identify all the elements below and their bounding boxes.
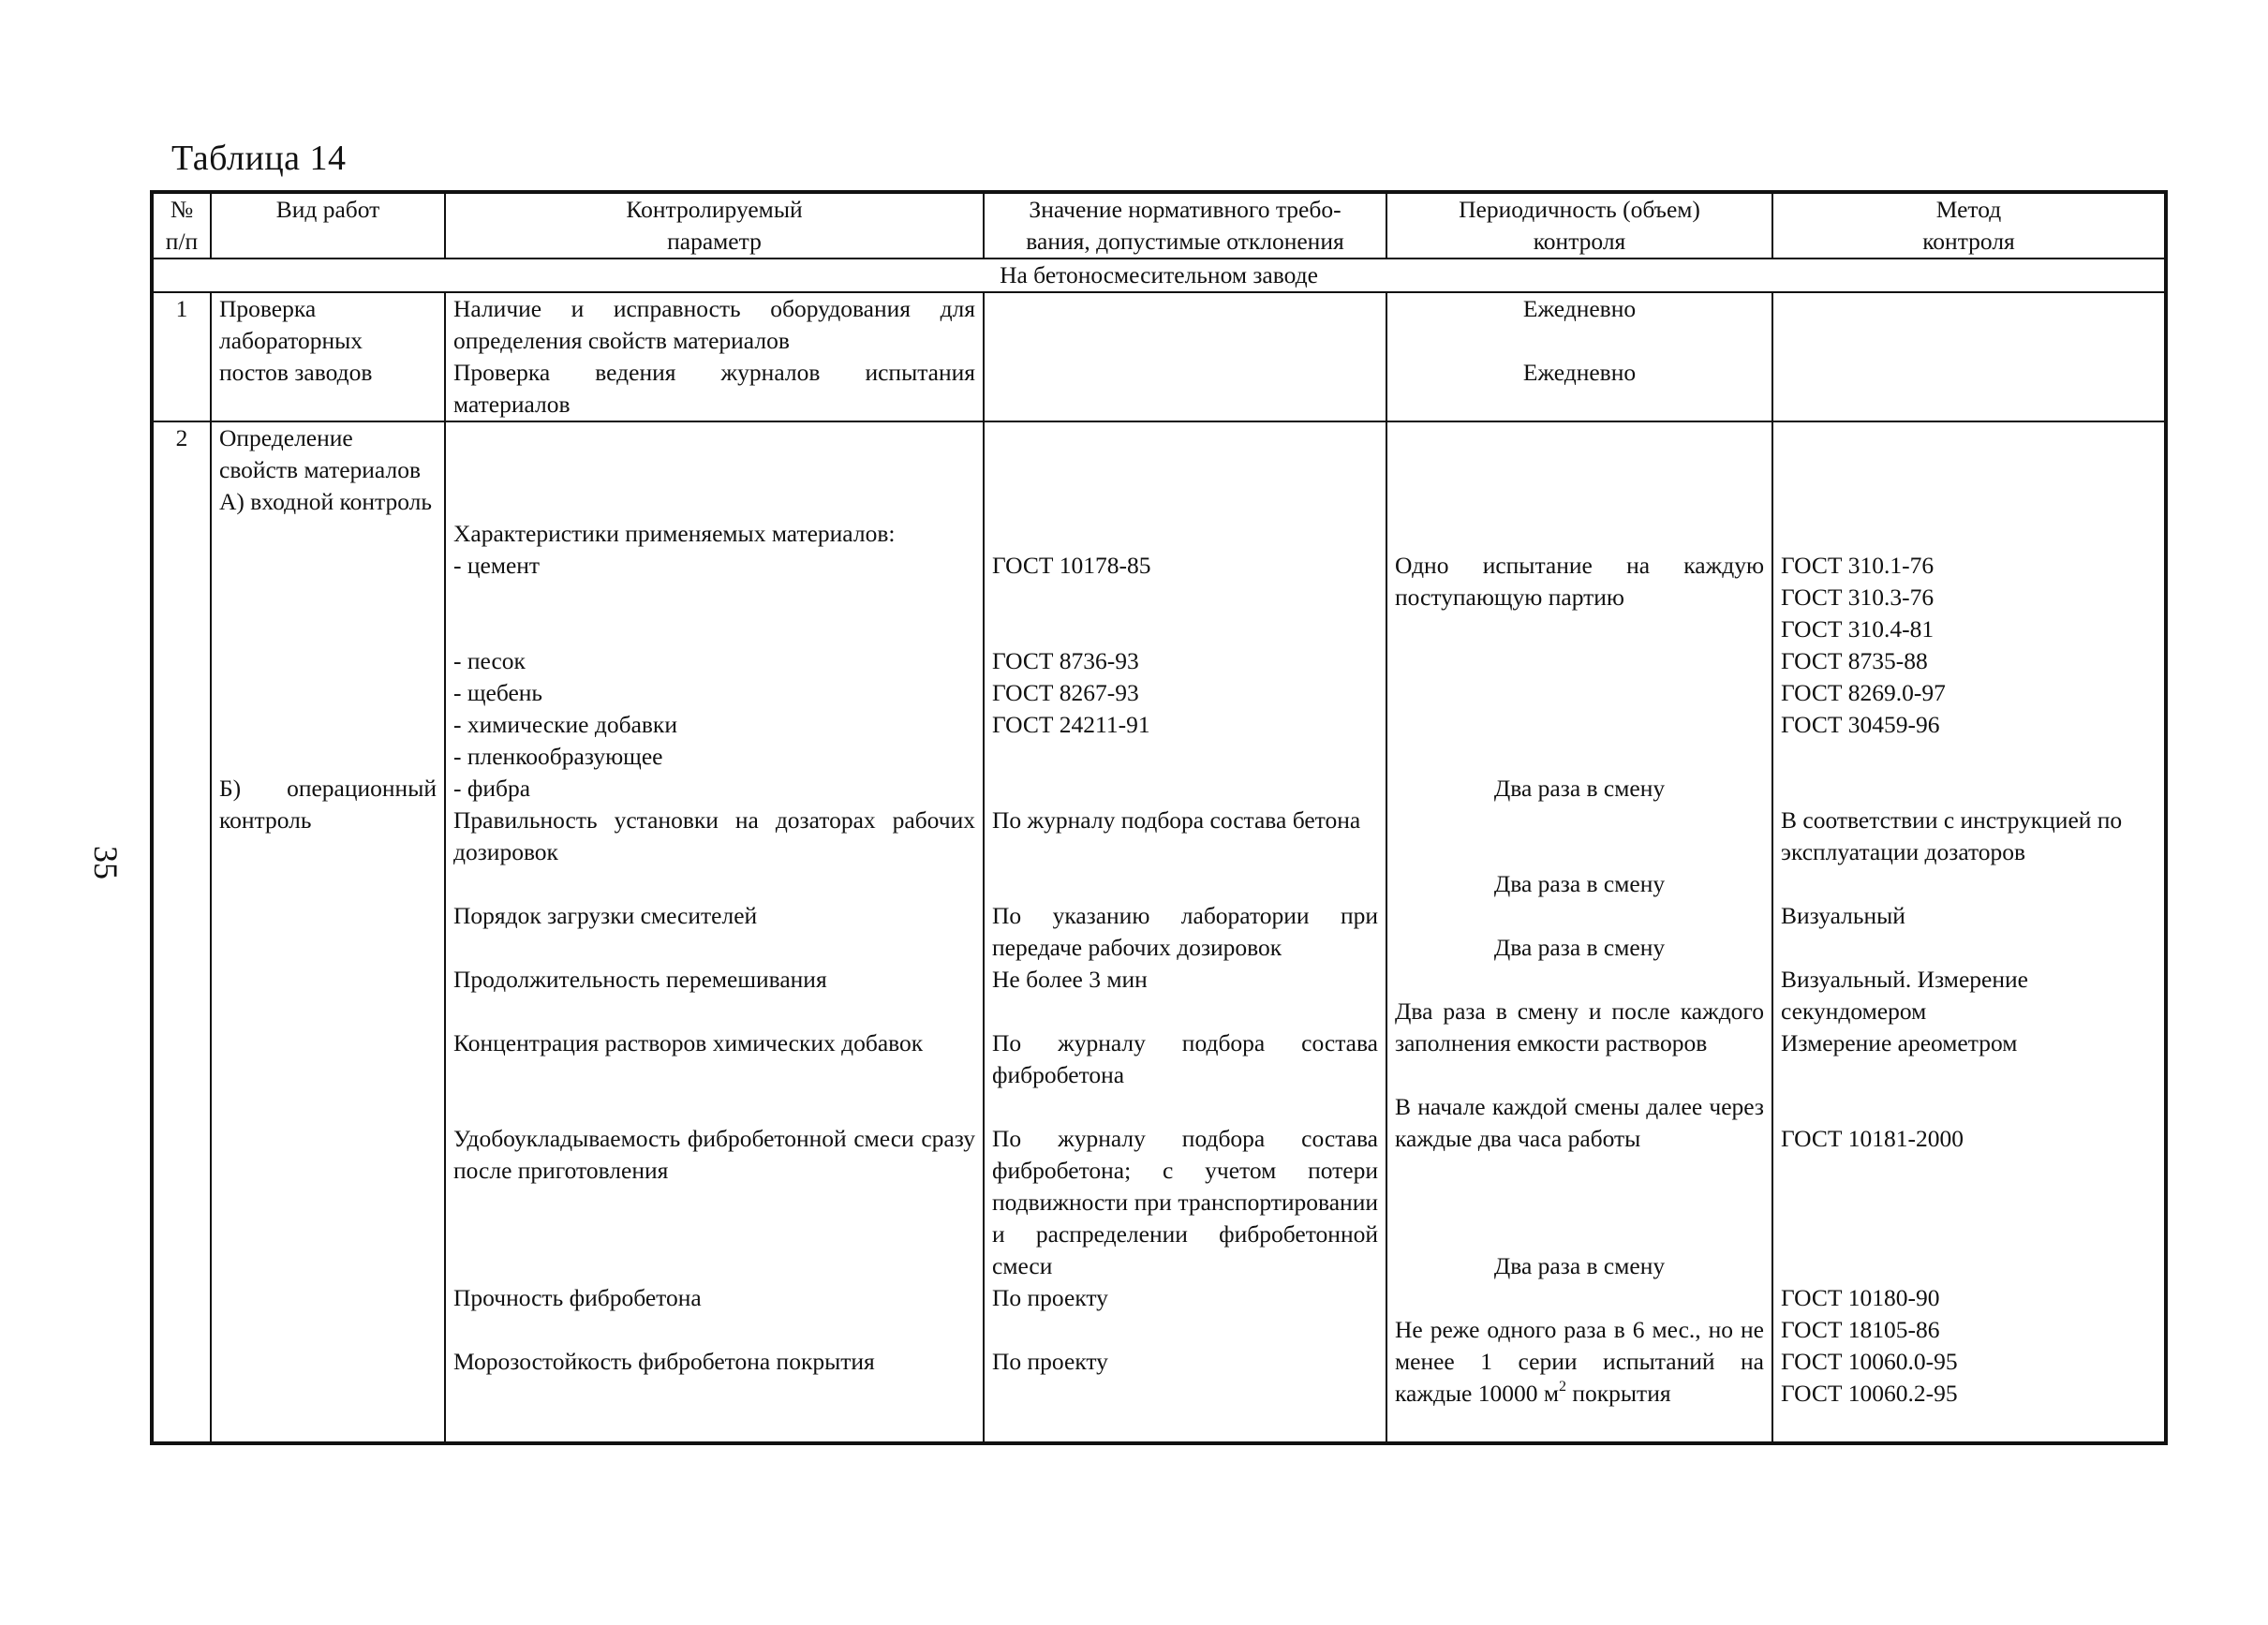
row-parameter: Наличие и исправность оборудования для определения свойств материалов Проверка ведения журналов испытания материалов [445, 292, 984, 421]
row-periodicity: Ежедневно Ежедневно [1386, 292, 1772, 421]
frost-period: Не реже одного раза в 6 мес., но не менее 1 серии испытаний на каждые 10000 $м^2$ покрытия [1395, 1316, 1764, 1407]
row-periodicity: Одно испытание на каждую поступающую партию Два раза в смену Два раза в смену Два раза в смену Два раза в смену и после каждого заполнения емкости растворов В начале каждой смены далее через каждые два часа работы Два раза в смену Не реже одного раза в 6 мес., но не менее 1 серии испытаний на каждые 10000 $м^2$ покрытия [1386, 421, 1772, 1443]
section-title: На бетоносмесительном заводе [152, 259, 2166, 292]
table-row [152, 292, 2166, 421]
header-norm: Значение нормативного требо- вания, допустимые отклонения [984, 192, 1386, 259]
row-work-type: Определение свойств материалов А) входной контроль Б) операционный контроль [211, 421, 445, 1443]
control-table [150, 190, 2168, 1445]
row-num: 1 [152, 292, 211, 421]
header-periodicity: Периодичность (объем) контроля [1386, 192, 1772, 259]
row-parameter: Характеристики применяемых материалов: - цемент - песок - щебень - химические добавки - пленкообразующее - фибра Правильность установки на дозаторах рабочих дозировок Порядок загрузки смесителей Продолжительность перемешивания Концентрация растворов химических добавок Удобоукладываемость фибробетонной смеси сразу после приготовления Прочность фибробетона Морозостойкость фибробетона покрытия [445, 421, 984, 1443]
row-method [1772, 292, 2166, 421]
page-number: 35 [87, 846, 125, 879]
row-work-type: Проверка лабораторных постов заводов [211, 292, 445, 421]
row-num: 2 [152, 421, 211, 1443]
table-caption: Таблица 14 [171, 139, 347, 178]
row-norm [984, 292, 1386, 421]
header-method: Метод контроля [1772, 192, 2166, 259]
header-parameter: Контролируемый параметр [445, 192, 984, 259]
header-work-type: Вид работ [211, 192, 445, 259]
table-row [152, 421, 2166, 1443]
section-row [152, 259, 2166, 292]
row-norm: ГОСТ 10178-85 ГОСТ 8736-93 ГОСТ 8267-93 ГОСТ 24211-91 По журналу подбора состава бетона По указанию лаборатории при передаче рабочих дозировок Не более 3 мин По журналу подбора состава фибробетона По журналу подбора состава фибробетона; с учетом потери подвижности при транспортировании и распределении фибробетонной смеси По проекту По проекту [984, 421, 1386, 1443]
row-method: ГОСТ 310.1-76 ГОСТ 310.3-76 ГОСТ 310.4-81 ГОСТ 8735-88 ГОСТ 8269.0-97 ГОСТ 30459-96 В соответствии с инструкцией по эксплуатации дозаторов Визуальный Визуальный. Измерение секундомером Измерение ареометром ГОСТ 10181-2000 ГОСТ 10180-90 ГОСТ 18105-86 ГОСТ 10060.0-95 ГОСТ 10060.2-95 [1772, 421, 2166, 1443]
header-num: № п/п [152, 192, 211, 259]
table-header-row [152, 192, 2166, 259]
